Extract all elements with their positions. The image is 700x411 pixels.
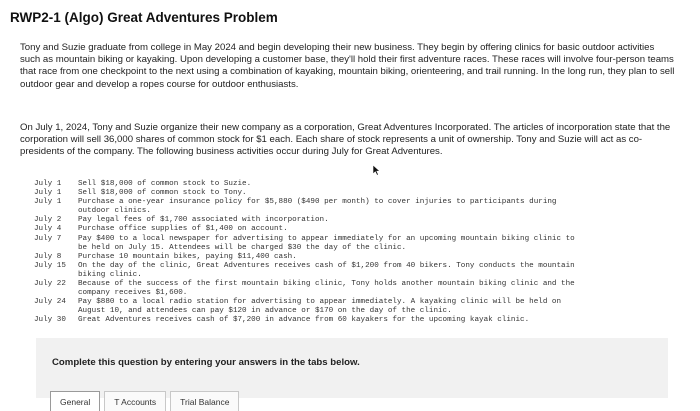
mouse-cursor-icon [372, 164, 381, 176]
transaction-date: July 2 [34, 216, 62, 225]
tab-t-accounts[interactable]: T Accounts [104, 391, 166, 411]
transaction-date: July 24 [34, 298, 66, 307]
answer-tabs [50, 390, 239, 411]
transaction-date: July 1 [34, 180, 62, 188]
intro-paragraph-2: On July 1, 2024, Tony and Suzie organize their new company as a corporation, Great Adventures Incorporated. The articles of incorporation state that the corporation will sell 36,000 shares of common stock for $1 each. Each share of stock represents a unit of ownership. Tony and Suzie will act as co-presidents of the company. The following business activities occur during July for Great Adventures. [20, 122, 671, 158]
transaction-row [34, 298, 674, 307]
transaction-row [34, 189, 674, 198]
transaction-text: Great Adventures receives cash of $7,200 in advance from 60 kayakers for the upcoming kayak clinic. [78, 316, 530, 325]
transaction-date: July 30 [34, 316, 66, 325]
transaction-date: July 22 [34, 280, 66, 289]
intro-paragraph-1: Tony and Suzie graduate from college in May 2024 and begin developing their new business. They begin by offering clinics for basic outdoor activities such as mountain biking or kayaking. Upon developing a customer base, they'll hold their first adventure races. These races will involve four-person teams that race from one checkpoint to the next using a combination of kayaking, mountain biking, orienteering, and trail running. In the long run, they plan to sell outdoor gear and develop a ropes course for outdoor enthusiasts. [20, 42, 675, 90]
transaction-text-continued: August 10, and attendees can pay $120 in advance or $170 on the day of the clinic. [78, 307, 452, 316]
instructions-panel [36, 338, 668, 398]
transaction-text-continued: company receives $1,600. [78, 289, 188, 298]
transaction-text: Purchase a one-year insurance policy for $5,880 ($490 per month) to cover injuries to participants during [78, 198, 557, 207]
instructions-text: Complete this question by entering your answers in the tabs below. [52, 357, 360, 368]
transaction-text: Purchase 10 mountain bikes, paying $11,400 cash. [78, 252, 297, 261]
transaction-row [34, 253, 674, 262]
transaction-row [34, 235, 674, 244]
transaction-date: July 1 [34, 198, 62, 207]
transaction-row [34, 180, 674, 189]
transaction-date: July 7 [34, 234, 62, 243]
transaction-text: Pay $880 to a local radio station for advertising to appear immediately. A kayaking clinic will be held on [78, 298, 562, 307]
tab-general[interactable]: General [50, 391, 100, 411]
transaction-text: Pay legal fees of $1,700 associated with incorporation. [78, 216, 329, 225]
transaction-row [34, 280, 674, 289]
tab-trial-balance[interactable]: Trial Balance [170, 391, 239, 411]
transaction-date: July 8 [34, 252, 62, 261]
transaction-date: July 15 [34, 261, 66, 270]
transaction-row [34, 316, 674, 325]
transaction-text: Sell $18,000 of common stock to Suzie. [78, 180, 252, 188]
transaction-date: July 4 [34, 225, 62, 234]
transaction-row [34, 262, 674, 271]
transaction-text: Sell $18,000 of common stock to Tony. [78, 189, 247, 198]
page-title: RWP2-1 (Algo) Great Adventures Problem [10, 10, 278, 25]
transaction-text-continued: be held on July 15. Attendees will be charged $30 the day of the clinic. [78, 243, 407, 252]
transactions-list [34, 180, 674, 326]
transaction-row [34, 216, 674, 225]
transaction-row [34, 198, 674, 207]
transaction-text-continued: biking clinic. [78, 270, 142, 279]
transaction-text: Because of the success of the first mountain biking clinic, Tony holds another mountain biking clinic and the [78, 280, 575, 289]
transaction-text-continued: outdoor clinics. [78, 207, 151, 216]
transaction-text: Purchase office supplies of $1,400 on account. [78, 225, 288, 234]
transaction-text: Pay $400 to a local newspaper for advertising to appear immediately for an upcoming mountain biking clinic to [78, 234, 575, 243]
transaction-text: On the day of the clinic, Great Adventures receives cash of $1,200 from 40 bikers. Tony conducts the mountain [78, 261, 575, 270]
transaction-row [34, 225, 674, 234]
transaction-date: July 1 [34, 189, 62, 198]
